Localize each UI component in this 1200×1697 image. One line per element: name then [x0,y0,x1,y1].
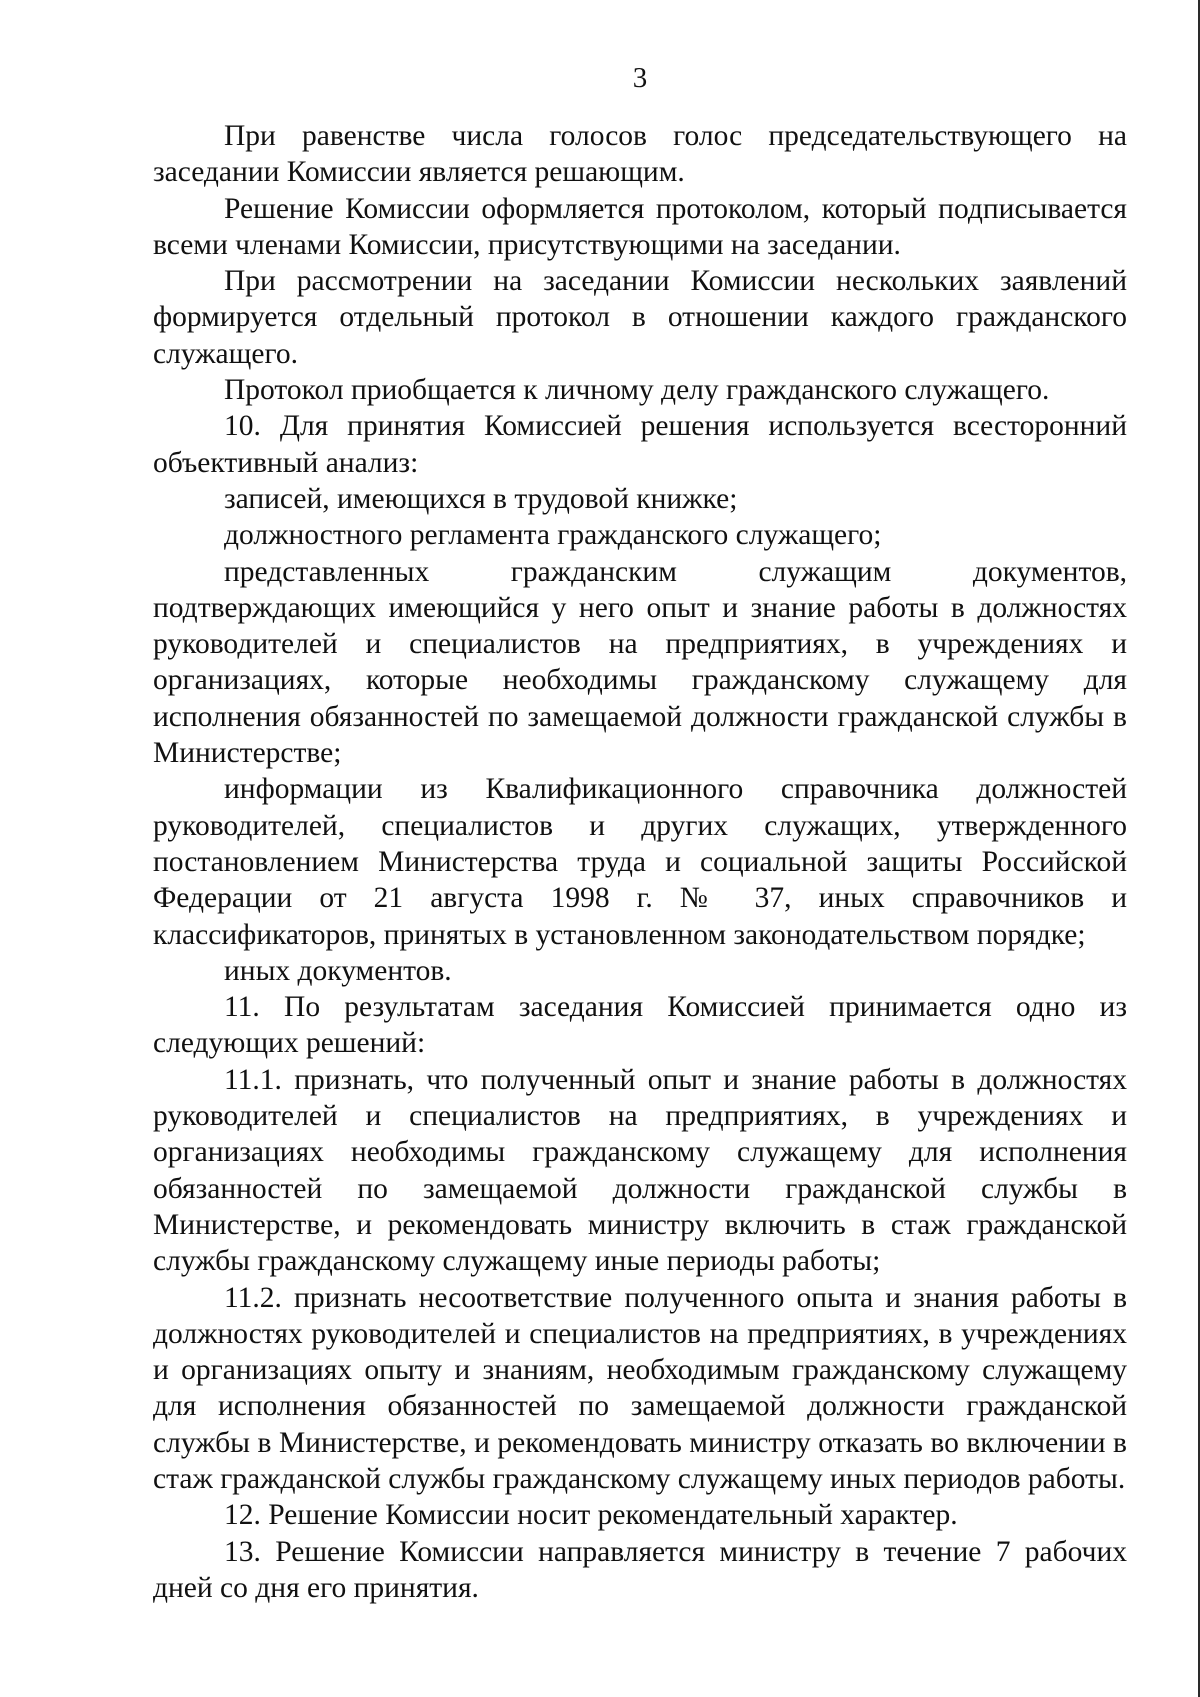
list-item: должностного регламента гражданского служащего; [224,519,882,552]
page-number: 3 [632,62,648,94]
list-item: представленных гражданским служащим документов, подтверждающих имеющийся у него опыт и знание работы в должностях руководителей и специалистов на предприятиях, в учреждениях и организациях, которые необходимы гражданскому служащему для исполнения обязанностей по замещаемой должности гражданской службы в Министерстве; [153,555,1127,770]
paragraph-item-12: 12. Решение Комиссии носит рекомендательный характер. [224,1499,958,1532]
paragraph-item-11-2: 11.2. признать несоответствие полученного опыта и знания работы в должностях руководителей и специалистов на предприятиях, в учреждениях и организациях опыту и знаниям, необходимым гражданскому служащему для исполнения обязанностей по замещаемой должности гражданской службы в Министерстве, и рекомендовать министру отказать во включении в стаж гражданской службы гражданскому служащему иных периодов работы. [153,1281,1127,1495]
paragraph: При рассмотрении на заседании Комиссии нескольких заявлений формируется отдельный протокол в отношении каждого гражданского служащего. [153,265,1127,370]
list-item: информации из Квалификационного справочника должностей руководителей, специалистов и других служащих, утвержденного постановлением Министерства труда и социальной защиты Российской Федерации от 21 августа 1998 г. № 37, иных справочников и классификаторов, принятых в установленном законодательством порядке; [153,773,1127,951]
paragraph-item-11: 11. По результатам заседания Комиссией принимается одно из следующих решений: [153,991,1127,1060]
list-item: записей, имеющихся в трудовой книжке; [224,482,738,515]
document-body [153,118,1127,1606]
paragraph: Протокол приобщается к личному делу гражданского служащего. [224,374,1050,407]
list-item: иных документов. [224,954,452,987]
paragraph-item-10: 10. Для принятия Комиссией решения используется всесторонний объективный анализ: [153,410,1127,479]
paragraph-item-11-1: 11.1. признать, что полученный опыт и знание работы в должностях руководителей и специалистов на предприятиях, в учреждениях и организациях необходимы гражданскому служащему для исполнения обязанностей по замещаемой должности гражданской службы в Министерстве, и рекомендовать министру включить в стаж гражданской службы гражданскому служащему иные периоды работы; [153,1063,1127,1278]
paragraph-item-13: 13. Решение Комиссии направляется министру в течение 7 рабочих дней со дня его принятия. [153,1535,1127,1604]
paragraph: При равенстве числа голосов голос председательствующего на заседании Комиссии является решающим. [153,120,1127,189]
paragraph: Решение Комиссии оформляется протоколом, который подписывается всеми членами Комиссии, присутствующими на заседании. [153,192,1127,261]
